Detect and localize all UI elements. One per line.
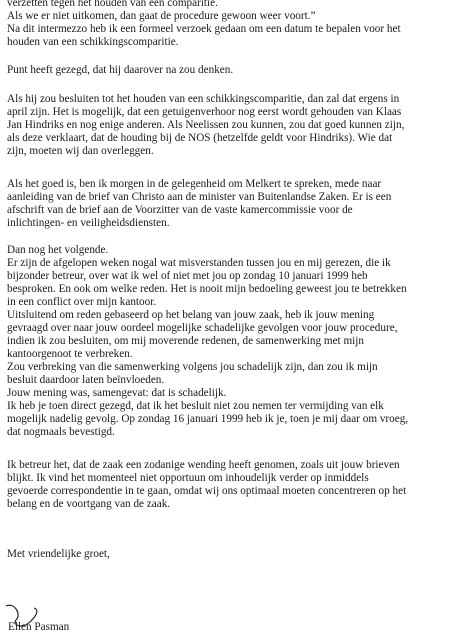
text-line: Punt heeft gezegd, dat hij daarover na zou denken. [7,64,234,76]
text-line: Uitsluitend om reden gebaseerd op het belang van jouw zaak, heb ik jouw mening [7,309,375,321]
text-line: zijn, moeten wij dan overleggen. [7,145,154,157]
text-line: Na dit intermezzo heb ik een formeel verzoek gedaan om een datum te bepalen voor het [7,23,401,35]
closing-line: Met vriendelijke groet, [7,548,110,560]
text-line: inlichtingen- en veiligheidsdiensten. [7,217,170,229]
text-line: gevraagd over naar jouw oordeel mogelijke schadelijke gevolgen voor jouw procedure, [7,322,398,334]
text-line: Zou verbreking van die samenwerking volgens jou schadelijk zijn, dan zou ik mijn [7,361,378,373]
signer-name: Ellen Pasman [8,621,70,633]
text-line: Jouw mening was, samengevat: dat is schadelijk. [7,387,227,399]
text-line: mogelijk nadelig gevolg. Op zondag 16 januari 1999 heb ik je, toen je mij daar om vroeg, [7,413,409,425]
text-line: houden van een schikkingscomparitie. [7,36,179,48]
text-line: aanleiding van de brief van Christo aan de minister van Buitenlandse Zaken. Er is een [7,191,392,203]
text-line: dat nogmaals bevestigd. [7,426,115,438]
text-line: verzetten tegen het houden van een comparitie. [7,0,218,9]
text-line: gevoerde correspondentie in te gaan, omdat wij ons optimaal moeten concentreren op het [7,485,407,497]
text-line: april zijn. Het is mogelijk, dat een getuigenverhoor nog eerst wordt gehouden van Klaas [7,106,402,118]
text-line: Ik betreur het, dat de zaak een zodanige wending heeft genomen, zoals uit jouw brieven [7,459,400,471]
text-line: besproken. En ook om welke reden. Het is nooit mijn bedoeling geweest jou te betrekken [7,283,407,295]
text-line: kantoorgenoot te verbreken. [7,348,133,360]
text-line: afschrift van de brief aan de Voorzitter van de vaste kamercommissie voor de [7,204,353,216]
text-line: belang en de voortgang van de zaak. [7,498,171,510]
text-line: Als het goed is, ben ik morgen in de gelegenheid om Melkert te spreken, mede naar [7,178,382,190]
text-line: als deze verklaart, dat de houding bij de NOS (hetzelfde geldt voor Hindriks). Wie dat [7,132,393,144]
text-line: blijkt. Ik vind het momenteel niet opportuun om inhoudelijk verder op inmiddels [7,472,369,484]
text-line: in een conflict over mijn kantoor. [7,296,157,308]
text-line: Dan nog het volgende. [7,244,109,256]
text-line: besluit daardoor laten beïnvloeden. [7,374,165,386]
text-line: Als hij zou besluiten tot het houden van een schikkingscomparitie, dan zal dat ergens in [7,93,400,105]
text-line: indien ik zou besluiten, om mij moverende redenen, de samenwerking met mijn [7,335,364,347]
text-line: Jan Hindriks en nog enige anderen. Als Neelissen zou kunnen, zou dat goed kunnen zijn, [7,119,405,131]
text-line: Er zijn de afgelopen weken nogal wat misverstanden tussen jou en mij gerezen, die ik [7,257,391,269]
text-line: Als we er niet uitkomen, dan gaat de procedure gewoon weer voort.” [7,10,316,22]
text-line: bijzonder betreur, over wat ik wel of niet met jou op zondag 10 januari 1999 heb [7,270,368,282]
text-line: Ik heb je toen direct gezegd, dat ik het besluit niet zou nemen ter vermijding van elk [7,400,384,412]
